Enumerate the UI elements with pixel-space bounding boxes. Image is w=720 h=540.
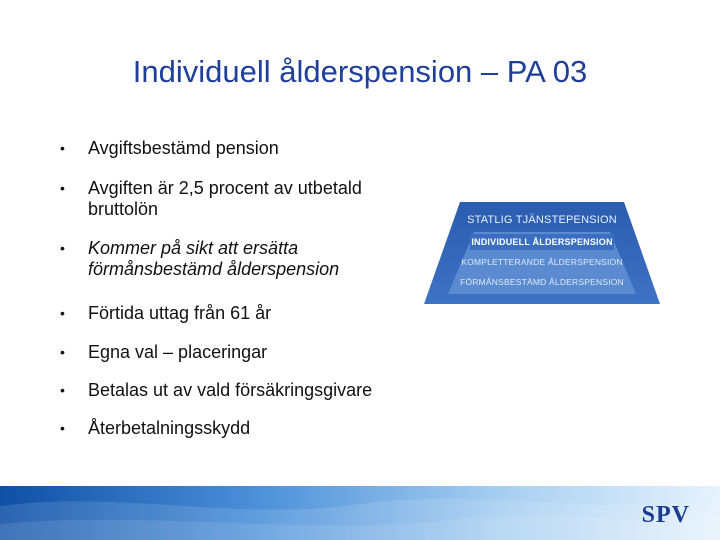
bullet-text: Kommer på sikt att ersätta förmånsbestämd ålderspension — [88, 238, 340, 279]
pyramid-level-formansbestamd: FÖRMÅNSBESTÄMD ÅLDERSPENSION — [460, 277, 624, 287]
bullet-item — [60, 238, 420, 280]
bullet-marker: • — [60, 344, 65, 360]
bullet-item — [60, 303, 420, 324]
slide-title: Individuell ålderspension – PA 03 — [132, 54, 588, 89]
bullet-text: Betalas ut av vald försäkringsgivare — [88, 380, 373, 400]
bullet-text: Avgiften är 2,5 procent av utbetald bruttolön — [88, 178, 362, 219]
bullet-item — [60, 380, 420, 401]
footer-wave — [0, 486, 720, 540]
bullet-text: Egna val – placeringar — [88, 342, 268, 362]
bullet-marker: • — [60, 305, 65, 321]
bullet-item — [60, 342, 420, 363]
pyramid-level-kompletterande: KOMPLETTERANDE ÅLDERSPENSION — [461, 257, 623, 267]
bullet-text: Förtida uttag från 61 år — [88, 303, 272, 323]
pension-pyramid — [424, 198, 660, 306]
bullet-marker: • — [60, 140, 65, 156]
bullet-item — [60, 178, 420, 220]
bullet-text: Återbetalningsskydd — [88, 418, 251, 438]
bullet-item — [60, 418, 420, 439]
bullet-marker: • — [60, 420, 65, 436]
bullet-marker: • — [60, 382, 65, 398]
pyramid-level-individuell: INDIVIDUELL ÅLDERSPENSION — [471, 237, 613, 247]
bullet-text: Avgiftsbestämd pension — [88, 138, 279, 158]
footer-band — [0, 486, 720, 540]
bullet-item — [60, 138, 420, 159]
bullet-marker: • — [60, 240, 65, 256]
bullet-marker: • — [60, 180, 65, 196]
pyramid-level-statlig: STATLIG TJÄNSTEPENSION — [467, 214, 617, 226]
spv-logo: SPV — [641, 502, 690, 528]
